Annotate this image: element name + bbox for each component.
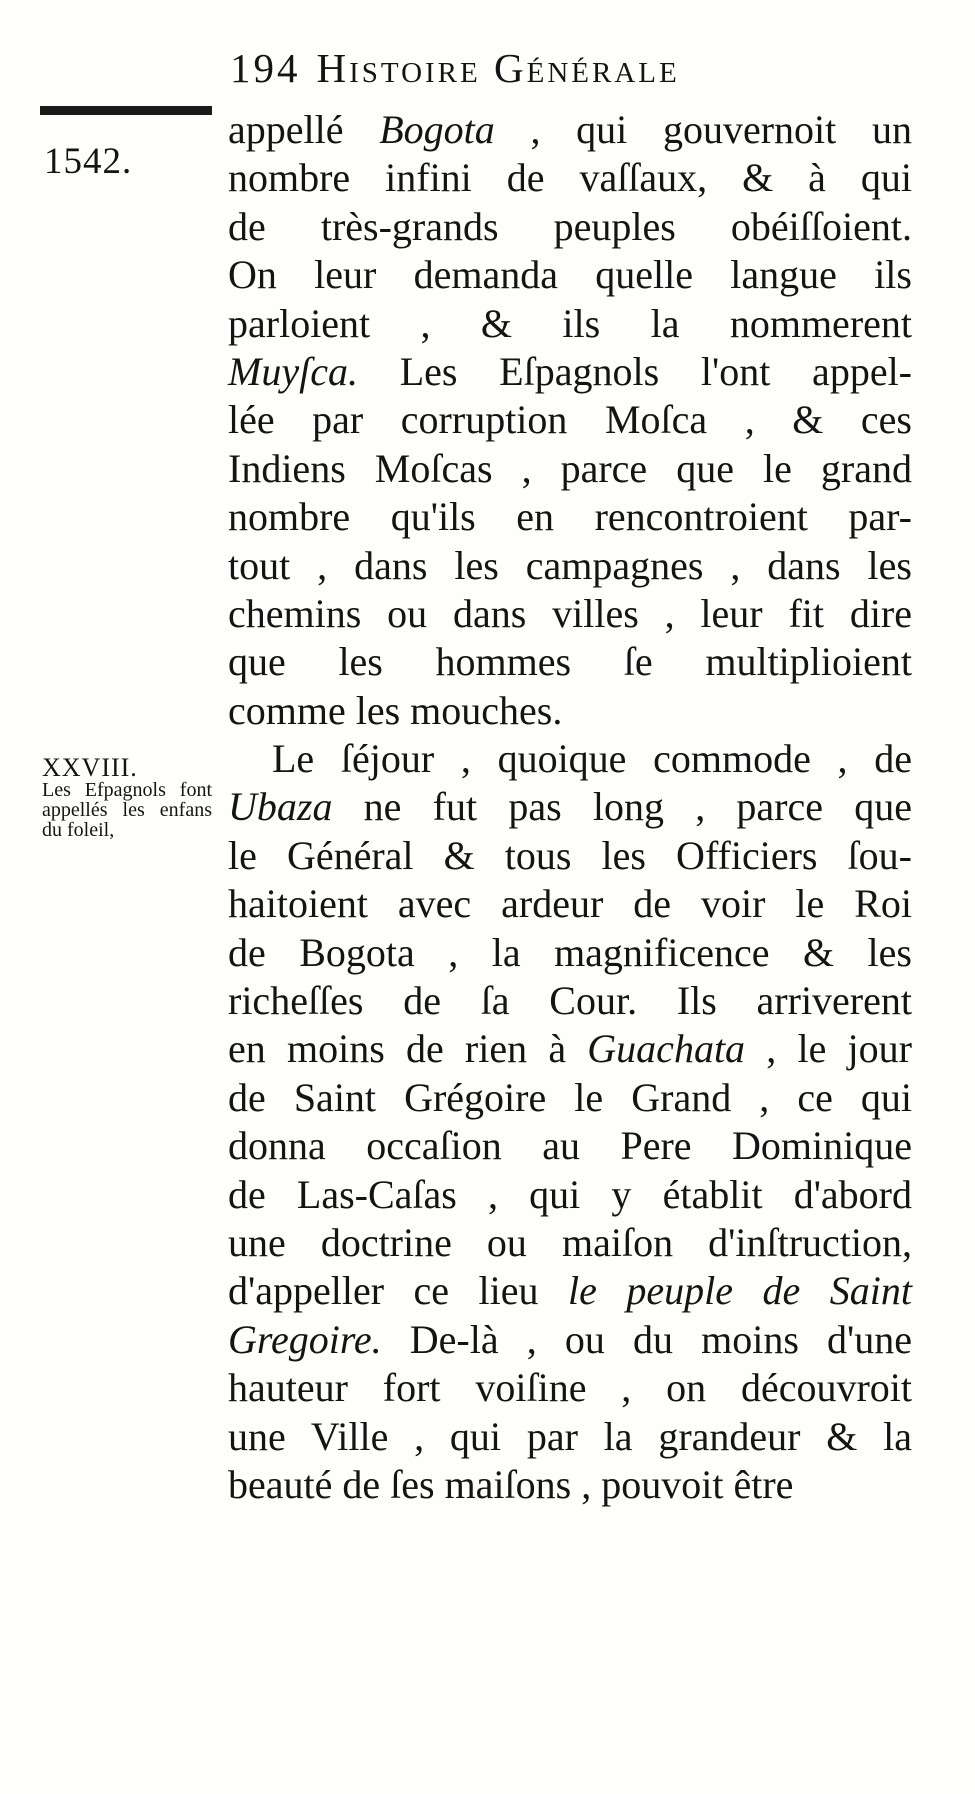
text-line: d'appeller ce lieu le peuple de Saint [228, 1268, 912, 1314]
running-title: Histoire Générale [316, 45, 680, 91]
text-line: parloient , & ils la nommerent [228, 300, 912, 346]
text-line: de Bogota , la magnificence & les [228, 929, 912, 975]
text-line: que les hommes ſe multiplioient [228, 639, 912, 685]
text-line: le Général & tous les Officiers ſou- [228, 832, 912, 878]
text-line: de très-grands peuples obéiſſoient. [228, 203, 912, 249]
text-line: une doctrine ou maiſon d'inſtruction, [228, 1219, 912, 1265]
text-line: de Las-Caſas , qui y établit d'abord [228, 1171, 912, 1217]
side-note-number: XXVIII. [42, 753, 138, 782]
running-head [230, 44, 680, 92]
text-line: chemins ou dans villes , leur fit dire [228, 590, 912, 636]
page-number: 194 [230, 45, 301, 91]
text-line: tout , dans les campagnes , dans les [228, 542, 912, 588]
text-line: On leur demanda quelle langue ils [228, 252, 912, 298]
text-line: Muyſca. Les Eſpagnols l'ont appel- [228, 348, 912, 394]
side-note [42, 753, 212, 841]
text-line: donna occaſion au Pere Dominique [228, 1123, 912, 1169]
body-text [228, 106, 912, 1509]
text-line: Gregoire. De-là , ou du moins d'une [228, 1316, 912, 1362]
text-line: Indiens Moſcas , parce que le grand [228, 445, 912, 491]
text-line: richeſſes de ſa Cour. Ils arriverent [228, 978, 912, 1024]
text-line: Ubaza ne fut pas long , parce que [228, 784, 912, 830]
text-line: lée par corruption Moſca , & ces [228, 397, 912, 443]
text-line: une Ville , qui par la grandeur & la [228, 1413, 912, 1459]
side-note-text: Les Efpagnols font appellés les enfans du foleil, [42, 779, 212, 841]
text-line: hauteur fort voiſine , on découvroit [228, 1365, 912, 1411]
text-line: de Saint Grégoire le Grand , ce qui [228, 1074, 912, 1120]
text-line: nombre infini de vaſſaux, & à qui [228, 155, 912, 201]
text-line: beauté de ſes maiſons , pouvoit être [228, 1461, 794, 1507]
margin-rule [40, 106, 212, 115]
text-line: en moins de rien à Guachata , le jour [228, 1026, 912, 1072]
text-line: appellé Bogota , qui gouvernoit un [228, 107, 912, 152]
text-line: haitoient avec ardeur de voir le Roi [228, 881, 912, 927]
text-line: comme les mouches. [228, 687, 563, 733]
margin-year: 1542. [44, 141, 133, 182]
text-line: nombre qu'ils en rencontroient par- [228, 494, 912, 540]
text-line: Le ſéjour , quoique commode , de [272, 736, 912, 782]
